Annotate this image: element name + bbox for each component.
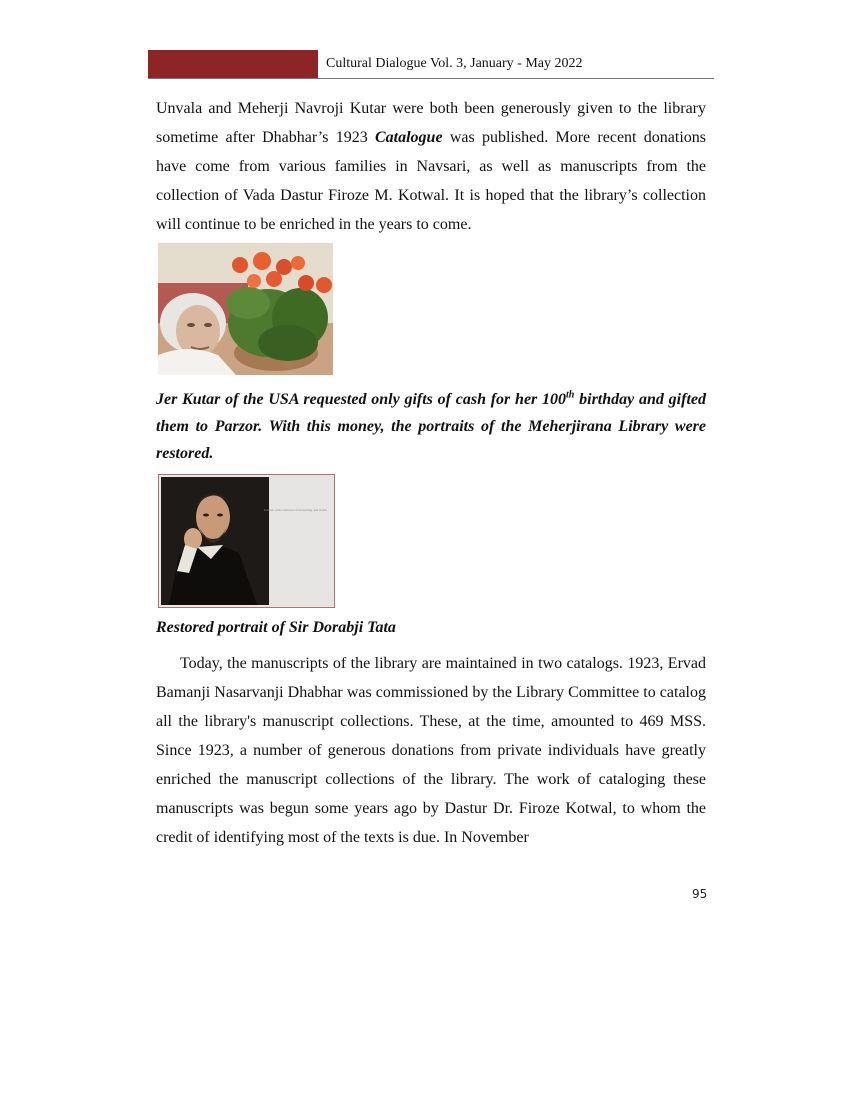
photo-caption-2: Restored portrait of Sir Dorabji Tata — [156, 619, 396, 636]
body-paragraph-1 — [156, 94, 706, 239]
photo-caption-1 — [156, 386, 706, 467]
caption-1-superscript: th — [566, 389, 575, 401]
page-number: 95 — [692, 887, 708, 901]
jer-kutar-photo-image — [158, 243, 333, 375]
paragraph-1-text-end: was published. More recent donations have come from various families in Navsari, as well as manuscripts from the collection of Vada Dastur Firoze M. Kotwal. It is hoped that the library’s collection will continue to be enriched in the years to come. — [156, 129, 706, 233]
catalogue-emphasis: Catalogue — [374, 129, 443, 146]
portrait-inset-text: Portrait after removal of blanching and stains — [263, 508, 327, 512]
header-accent-bar — [148, 50, 318, 79]
journal-header-title: Cultural Dialogue Vol. 3, January - May 2022 — [326, 56, 583, 71]
caption-1-text-start: Jer Kutar of the USA requested only gifts of cash for her 100 — [156, 391, 567, 408]
body-paragraph-2: Today, the manuscripts of the library are maintained in two catalogs. 1923, Ervad Bamanji Nasarvanji Dhabhar was commissioned by the Library Committee to catalog all the library's manuscript collections. These, at the time, amounted to 469 MSS. Since 1923, a number of generous donations from private individuals have greatly enriched the manuscript collections of the library. The work of cataloging these manuscripts was begun some years ago by Dastur Dr. Firoze Kotwal, to whom the credit of identifying most of the texts is due. In November — [156, 655, 706, 846]
dorabji-tata-portrait-photo — [158, 474, 335, 608]
jer-kutar-photo — [158, 243, 333, 375]
dorabji-tata-portrait-image — [159, 475, 334, 607]
paragraph-1-text-start: Unvala and Meherji Navroji Kutar were both been generously given to the library sometime after Dhabhar’s 1923 — [156, 100, 706, 146]
caption-1-text-end: birthday and gifted them to Parzor. With this money, the portraits of the Meherjirana Library were restored. — [156, 391, 706, 462]
header-rule — [148, 78, 714, 79]
